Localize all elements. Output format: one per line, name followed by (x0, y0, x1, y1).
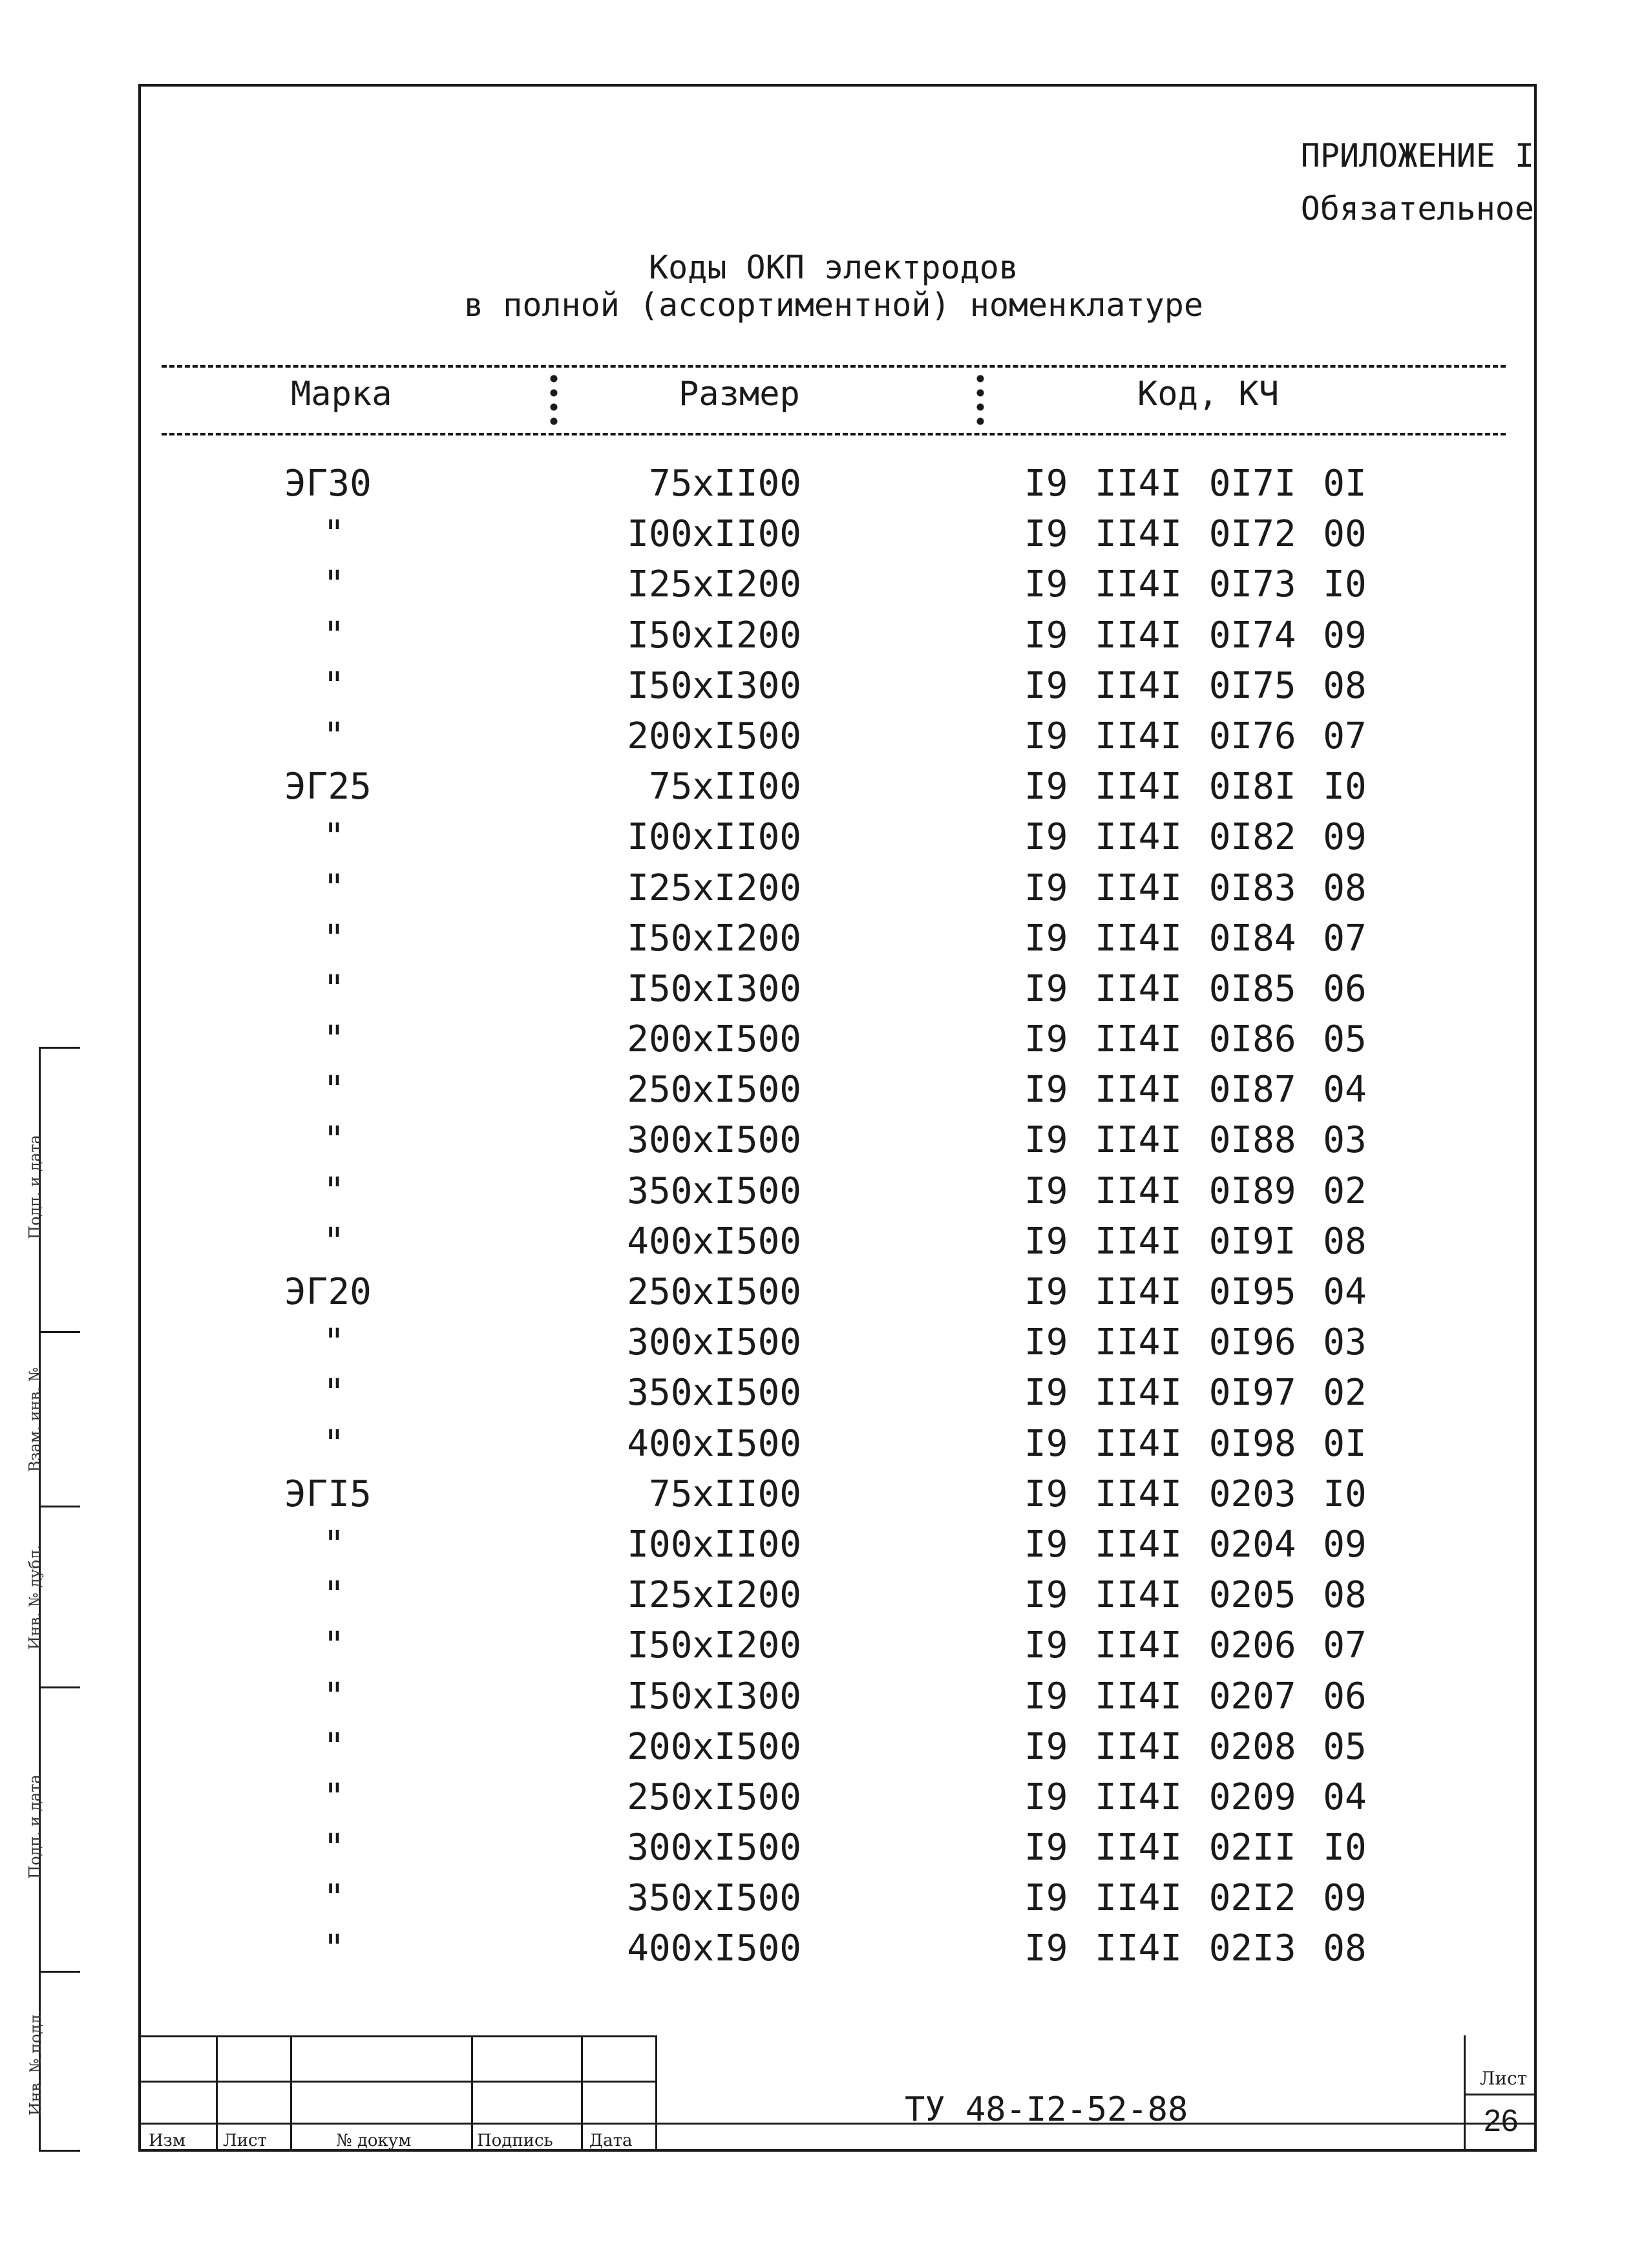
document-number: ТУ 48-I2-52-88 (905, 2090, 1188, 2129)
col-label-sheet: Лист (223, 2131, 267, 2150)
cell-code: I9 II4I 0I9I 08 (1024, 1220, 1367, 1263)
cell-size: 200xI500 (627, 1725, 801, 1768)
cell-code: I9 II4I 0I86 05 (1024, 1018, 1367, 1061)
sheet-box-line (1464, 2094, 1537, 2095)
cell-code: I9 II4I 0I82 09 (1024, 816, 1367, 859)
table-row (0, 509, 1644, 560)
cell-size: 300xI500 (627, 1321, 801, 1364)
cell-mark: " (323, 513, 345, 556)
cell-mark: " (323, 1725, 345, 1768)
cell-code: I9 II4I 0205 08 (1024, 1574, 1367, 1617)
table-row (0, 1924, 1644, 1974)
col-label-change: Изм (149, 2131, 186, 2150)
table-row (0, 1621, 1644, 1671)
cell-size: 400xI500 (627, 1927, 801, 1970)
cell-size: 200xI500 (627, 715, 801, 757)
table-header-rule (162, 433, 1506, 436)
cell-mark: " (323, 1119, 345, 1162)
cell-mark: " (323, 816, 345, 859)
cell-mark: " (323, 1776, 345, 1818)
table-row (0, 611, 1644, 661)
cell-code: I9 II4I 02II I0 (1024, 1827, 1367, 1869)
column-header-mark: Марка (291, 375, 392, 414)
table-row (0, 1570, 1644, 1621)
title-block-divider (581, 2035, 583, 2152)
cell-size: I50xI300 (627, 1675, 801, 1717)
col-label-date: Дата (589, 2131, 633, 2150)
table-row (0, 1368, 1644, 1418)
table-row (0, 1672, 1644, 1722)
cell-code: I9 II4I 0I89 02 (1024, 1170, 1367, 1212)
side-stamp-cell (25, 1686, 80, 1971)
cell-code: I9 II4I 0I84 07 (1024, 917, 1367, 960)
cell-code: I9 II4I 0I96 03 (1024, 1321, 1367, 1364)
table-row (0, 1419, 1644, 1469)
cell-code: I9 II4I 0I97 02 (1024, 1372, 1367, 1414)
title-block-divider (216, 2035, 218, 2152)
cell-code: I9 II4I 0I98 0I (1024, 1422, 1367, 1465)
cell-code: I9 II4I 0203 I0 (1024, 1473, 1367, 1515)
sheet-number: 26 (1484, 2104, 1519, 2138)
table-row (0, 964, 1644, 1014)
table-row (0, 1520, 1644, 1570)
sheet-label: Лист (1480, 2068, 1528, 2089)
cell-code: I9 II4I 0208 05 (1024, 1725, 1367, 1768)
cell-size: 300xI500 (627, 1119, 801, 1162)
cell-code: I9 II4I 0I95 04 (1024, 1271, 1367, 1313)
title-block-bottom-line (138, 2123, 1537, 2125)
cell-code: I9 II4I 0206 07 (1024, 1624, 1367, 1667)
cell-size: 350xI500 (627, 1372, 801, 1414)
cell-mark: " (323, 917, 345, 960)
cell-mark: " (323, 1372, 345, 1414)
cell-mark: " (323, 614, 345, 656)
cell-code: I9 II4I 0I76 07 (1024, 715, 1367, 757)
side-stamp-label: Инв. № дубл. (26, 1544, 45, 1650)
side-stamp-label: Взам. инв. № (26, 1367, 45, 1473)
cell-code: I9 II4I 0I7I 0I (1024, 463, 1367, 505)
cell-mark: " (323, 1675, 345, 1717)
column-header-code: Код, КЧ (1137, 375, 1280, 414)
table-row (0, 1065, 1644, 1115)
cell-size: I00xII00 (627, 816, 801, 859)
cell-code: I9 II4I 0I72 00 (1024, 513, 1367, 556)
table-row (0, 1318, 1644, 1368)
side-stamp-cell (26, 1506, 80, 1686)
col-label-doc-number: № докум (336, 2131, 412, 2150)
cell-code: I9 II4I 0I75 08 (1024, 664, 1367, 707)
cell-mark: " (323, 1624, 345, 1667)
column-separator (549, 372, 558, 431)
cell-size: I25xI200 (627, 563, 801, 606)
cell-mark: ЭГ30 (284, 463, 372, 505)
table-top-rule (162, 365, 1506, 368)
cell-mark: " (323, 715, 345, 757)
side-stamp-cell (25, 1047, 80, 1331)
cell-size: 250xI500 (627, 1776, 801, 1818)
cell-size: 200xI500 (627, 1018, 801, 1061)
cell-size: 75xII00 (648, 1473, 801, 1515)
cell-mark: " (323, 1574, 345, 1617)
cell-code: I9 II4I 0I85 06 (1024, 967, 1367, 1010)
cell-size: I50xI200 (627, 1624, 801, 1667)
cell-size: I25xI200 (627, 1574, 801, 1617)
cell-size: I00xII00 (627, 513, 801, 556)
cell-size: I50xI300 (627, 967, 801, 1010)
cell-size: 250xI500 (627, 1271, 801, 1313)
table-row (0, 1014, 1644, 1065)
cell-mark: " (323, 664, 345, 707)
cell-code: I9 II4I 0I83 08 (1024, 866, 1367, 909)
cell-mark: ЭГI5 (284, 1473, 372, 1515)
cell-size: I50xI200 (627, 917, 801, 960)
cell-size: 400xI500 (627, 1422, 801, 1465)
cell-code: I9 II4I 0I87 04 (1024, 1069, 1367, 1111)
cell-mark: " (323, 1321, 345, 1364)
table-row (0, 661, 1644, 711)
cell-mark: " (323, 1018, 345, 1061)
cell-size: 75xII00 (648, 463, 801, 505)
cell-code: I9 II4I 0I8I I0 (1024, 766, 1367, 808)
table-row (0, 762, 1644, 812)
cell-code: I9 II4I 02I2 09 (1024, 1877, 1367, 1920)
table-row (0, 1823, 1644, 1873)
cell-size: 75xII00 (648, 766, 801, 808)
side-stamp-label: Подп. и дата (25, 1774, 44, 1879)
table-row (0, 560, 1644, 610)
cell-size: 400xI500 (627, 1220, 801, 1263)
cell-mark: " (323, 1422, 345, 1465)
codes-table-body (0, 459, 1644, 1975)
cell-mark: " (323, 1523, 345, 1566)
cell-mark: " (323, 967, 345, 1010)
title-line-1: Коды ОКП электродов (649, 249, 1018, 286)
column-separator (976, 372, 985, 431)
table-row (0, 1722, 1644, 1772)
side-stamp-label: Инв. № подл. (26, 2009, 45, 2116)
cell-size: I50xI200 (627, 614, 801, 656)
table-row (0, 711, 1644, 762)
table-row (0, 459, 1644, 509)
table-row (0, 812, 1644, 863)
side-stamp-cell (26, 1971, 80, 2152)
table-row (0, 1217, 1644, 1267)
cell-code: I9 II4I 0I73 I0 (1024, 563, 1367, 606)
cell-code: I9 II4I 0207 06 (1024, 1675, 1367, 1717)
cell-size: 350xI500 (627, 1877, 801, 1920)
cell-mark: " (323, 563, 345, 606)
cell-code: I9 II4I 02I3 08 (1024, 1927, 1367, 1970)
cell-size: I50xI300 (627, 664, 801, 707)
appendix-status: Обязательное (1300, 190, 1534, 227)
title-block-divider (471, 2035, 473, 2152)
side-stamp-label: Подп. и дата (25, 1135, 44, 1239)
appendix-heading (1301, 129, 1534, 235)
cell-size: 250xI500 (627, 1069, 801, 1111)
cell-mark: ЭГ25 (284, 766, 372, 808)
table-row (0, 1873, 1644, 1924)
title-block-divider (290, 2035, 292, 2152)
table-row (0, 1166, 1644, 1217)
cell-mark: " (323, 866, 345, 909)
cell-code: I9 II4I 0I88 03 (1024, 1119, 1367, 1162)
table-row (0, 863, 1644, 914)
table-row (0, 1115, 1644, 1166)
appendix-title: ПРИЛОЖЕНИЕ I (1300, 137, 1534, 174)
table-row (0, 1469, 1644, 1520)
cell-mark: " (323, 1170, 345, 1212)
column-header-size: Размер (679, 375, 800, 414)
cell-mark: " (323, 1877, 345, 1920)
cell-code: I9 II4I 0204 09 (1024, 1523, 1367, 1566)
cell-size: I25xI200 (627, 866, 801, 909)
cell-mark: " (323, 1827, 345, 1869)
cell-size: I00xII00 (627, 1523, 801, 1566)
cell-mark: " (323, 1220, 345, 1263)
table-row (0, 1772, 1644, 1823)
document-title (194, 249, 1473, 324)
cell-size: 350xI500 (627, 1170, 801, 1212)
cell-size: 300xI500 (627, 1827, 801, 1869)
table-row (0, 1267, 1644, 1318)
col-label-signature: Подпись (477, 2131, 553, 2150)
cell-mark: " (323, 1069, 345, 1111)
side-stamp-cell (26, 1331, 80, 1506)
cell-code: I9 II4I 0209 04 (1024, 1776, 1367, 1818)
title-line-2: в полной (ассортиментной) номенклатуре (464, 286, 1203, 324)
title-block-divider (655, 2035, 657, 2152)
cell-mark: " (323, 1927, 345, 1970)
cell-mark: ЭГ20 (284, 1271, 372, 1313)
table-row (0, 914, 1644, 964)
cell-code: I9 II4I 0I74 09 (1024, 614, 1367, 656)
